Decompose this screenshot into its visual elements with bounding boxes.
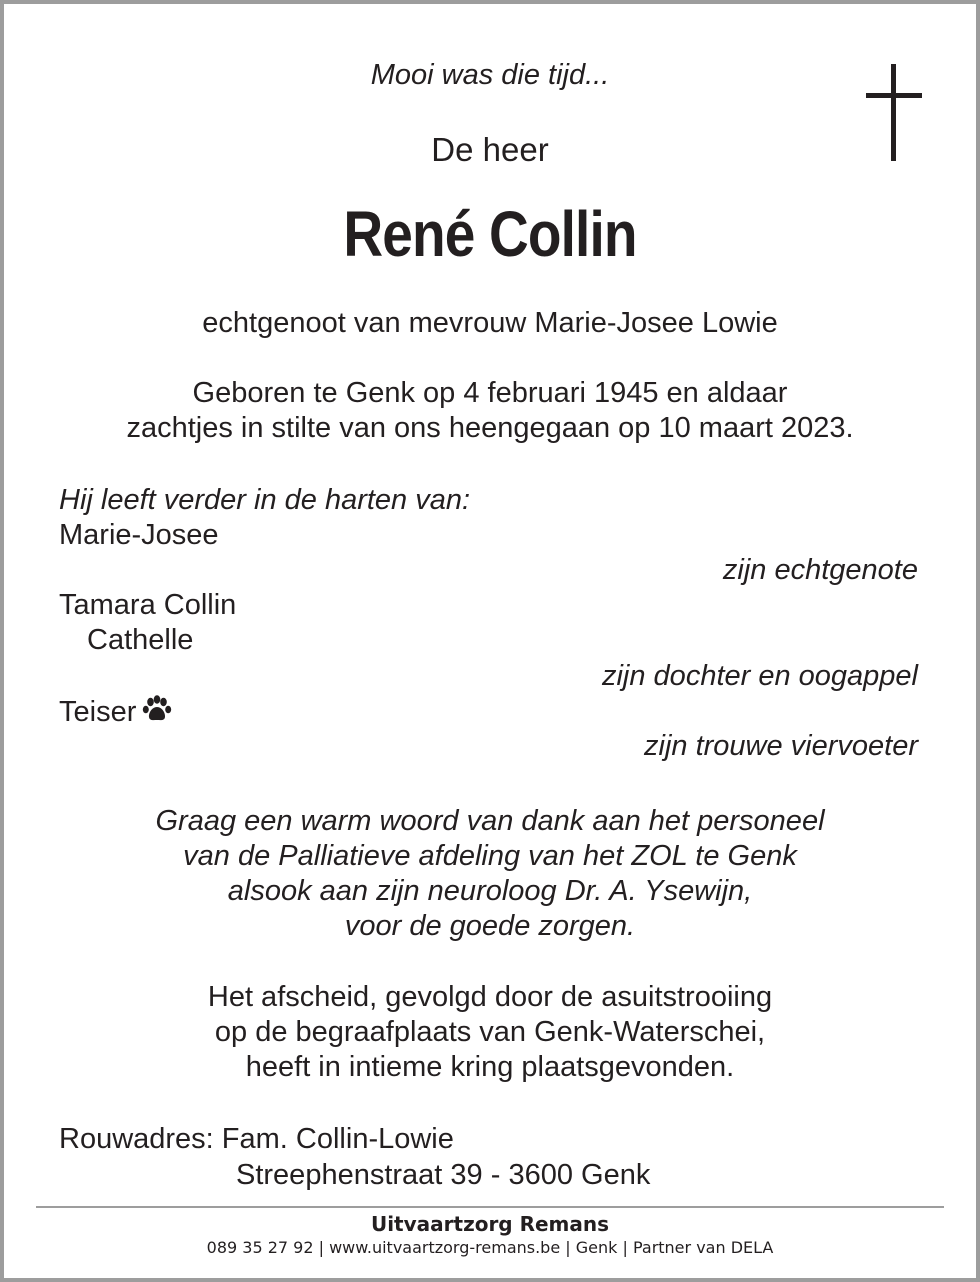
honorific: De heer: [431, 131, 549, 168]
paw-print-icon: [142, 694, 172, 724]
mourner-name: Marie-Josee: [59, 519, 219, 551]
farewell-line: op de begraafplaats van Genk-Waterschei,: [214, 1016, 766, 1048]
mourning-address-label: Rouwadres: Fam. Collin-Lowie: [59, 1123, 454, 1155]
spouse-line: echtgenoot van mevrouw Marie-Josee Lowie: [202, 307, 778, 339]
funeral-home-contact: 089 35 27 92 | www.uitvaartzorg-remans.be | Genk | Partner van DELA: [206, 1238, 774, 1257]
farewell-line: heeft in intieme kring plaatsgevonden.: [245, 1051, 735, 1083]
birth-line-1: Geboren te Genk op 4 februari 1945 en aldaar: [192, 377, 788, 409]
thanks-line: van de Palliatieve afdeling van het ZOL te Genk: [183, 840, 797, 872]
farewell-line: Het afscheid, gevolgd door de asuitstrooiing: [207, 981, 773, 1013]
mourner-relation: zijn echtgenote: [722, 554, 918, 586]
thanks-line: Graag een warm woord van dank aan het personeel: [155, 805, 825, 837]
funeral-home-name: Uitvaartzorg Remans: [370, 1212, 610, 1236]
mourner-name: Tamara Collin: [59, 589, 237, 621]
thanks-line: alsook aan zijn neuroloog Dr. A. Ysewijn,: [227, 875, 753, 907]
thanks-line: voor de goede zorgen.: [344, 910, 636, 942]
mourner-name: Teiser: [59, 696, 137, 728]
birth-line-2: zachtjes in stilte van ons heengegaan op 10 maart 2023.: [126, 412, 854, 444]
mourner-name: Cathelle: [87, 624, 194, 656]
motto: Mooi was die tijd...: [370, 59, 610, 91]
footer-divider: [36, 1206, 944, 1208]
mourner-relation: zijn dochter en oogappel: [601, 660, 918, 692]
mourning-address-street: Streephenstraat 39 - 3600 Genk: [236, 1159, 651, 1191]
mourners-intro: Hij leeft verder in de harten van:: [59, 484, 471, 516]
mourner-pet: [59, 694, 172, 730]
deceased-name: René Collin: [343, 198, 637, 270]
mourner-relation: zijn trouwe viervoeter: [644, 730, 918, 762]
